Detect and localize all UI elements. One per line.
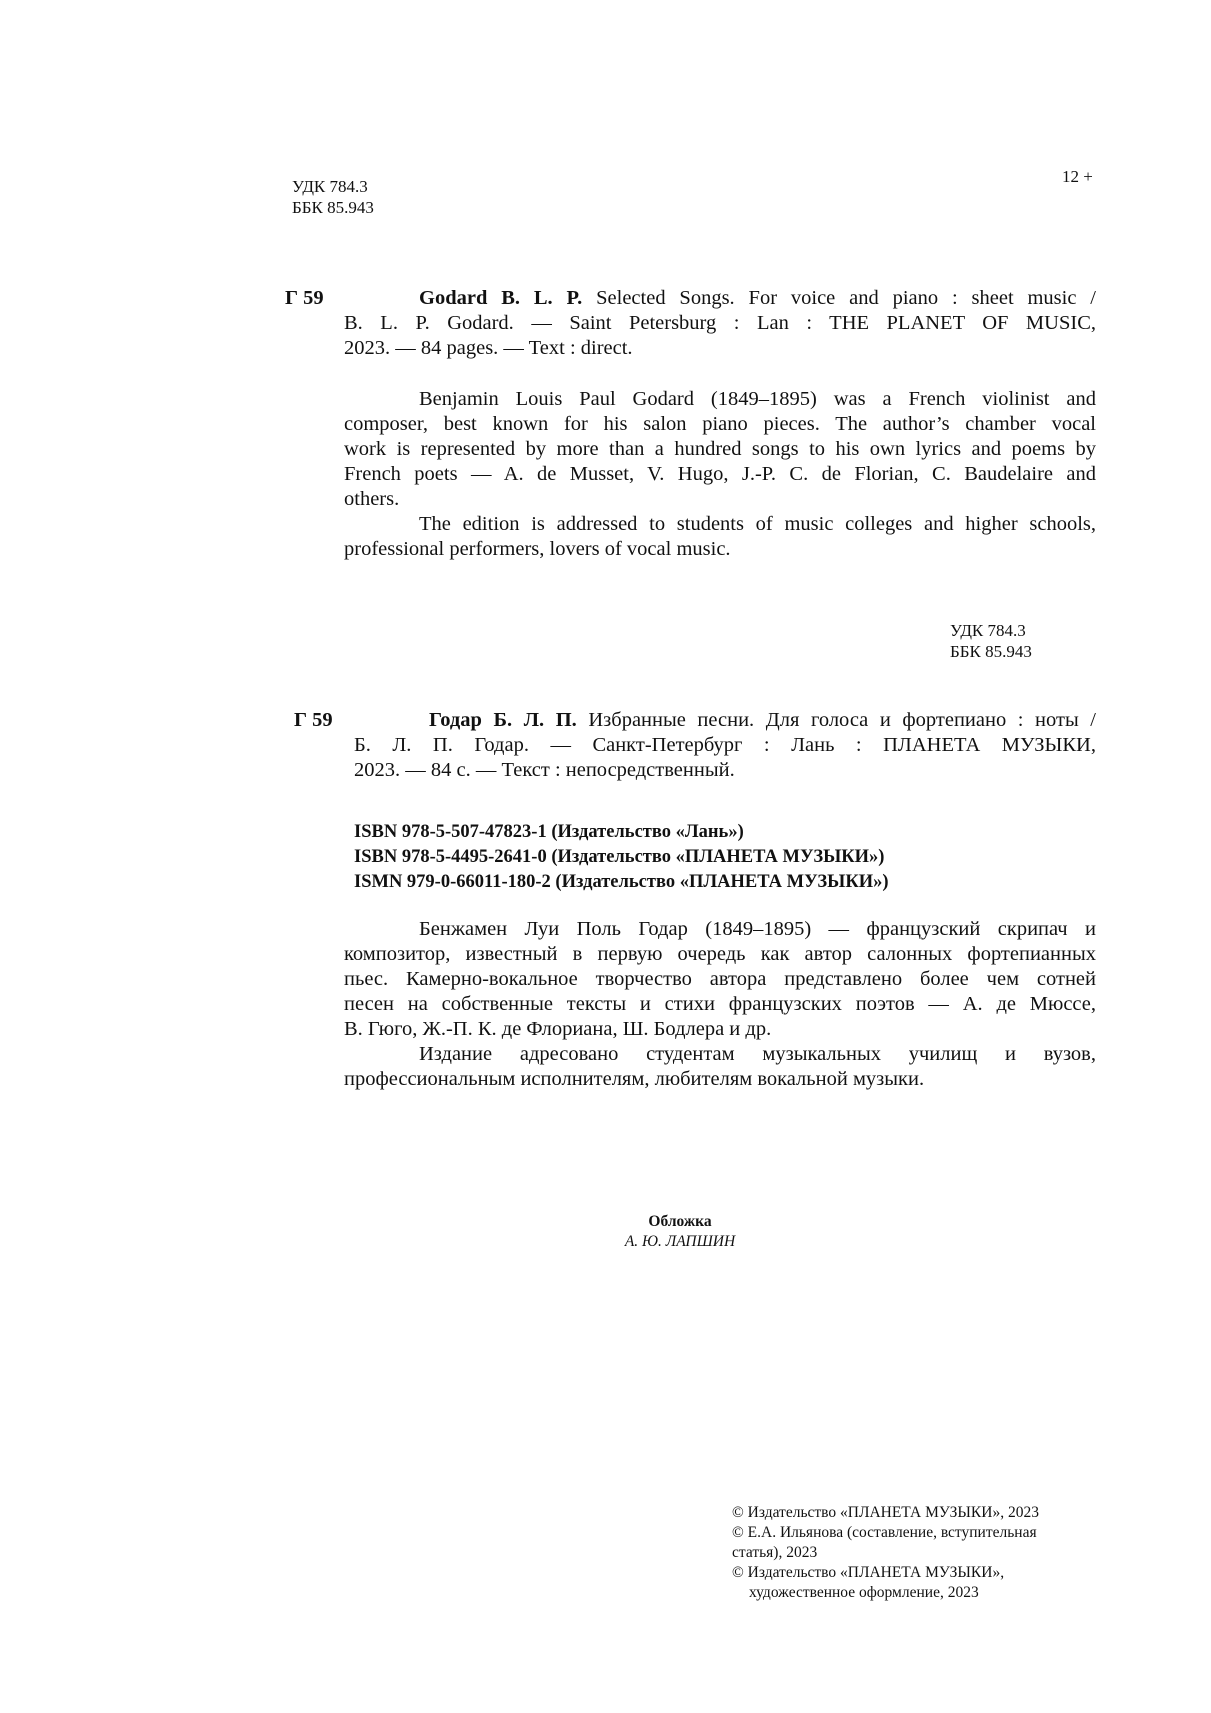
audience-line: профессиональным исполнителям, любителям вокальной музыки. [344, 1068, 925, 1090]
abstract-line: Benjamin Louis Paul Godard (1849–1895) was a French violinist and [419, 388, 1096, 410]
audience-line: professional performers, lovers of vocal music. [344, 538, 731, 560]
isbn-block [354, 820, 889, 895]
cover-credit [560, 1212, 800, 1252]
bib-line-3: 2023. — 84 с. — Текст : непосредственный. [354, 759, 735, 781]
copyright-line: © Издательство «ПЛАНЕТА МУЗЫКИ», 2023 [732, 1504, 1039, 1521]
bib-line-2: Б. Л. П. Годар. — Санкт-Петербург : Лань : ПЛАНЕТА МУЗЫКИ, [354, 734, 1096, 756]
bibliographic-entry-ru [354, 708, 1096, 783]
age-rating: 12 + [1062, 167, 1093, 186]
udk-code: УДК 784.3 [950, 621, 1026, 640]
isbn-line: ISBN 978-5-507-47823-1 (Издательство «Лань») [354, 822, 744, 842]
copyright-line: статья), 2023 [732, 1544, 818, 1561]
abstract-line: French poets — A. de Musset, V. Hugo, J.-P. C. de Florian, C. Baudelaire and [344, 463, 1096, 485]
abstract-line: Бенжамен Луи Поль Годар (1849–1895) — французский скрипач и [419, 918, 1096, 940]
copyright-line: художественное оформление, 2023 [749, 1584, 979, 1601]
abstract-line: В. Гюго, Ж.-П. К. де Флориана, Ш. Бодлера и др. [344, 1018, 772, 1040]
bib-line-1: Годар Б. Л. П. Избранные песни. Для голоса и фортепиано : ноты / [429, 709, 1096, 731]
abstract-line: composer, best known for his salon piano pieces. The author’s chamber vocal [344, 413, 1096, 435]
abstract-line: others. [344, 488, 400, 510]
copyright-line: © Издательство «ПЛАНЕТА МУЗЫКИ», [732, 1564, 1005, 1581]
classification-ru [950, 620, 1032, 662]
abstract-line: композитор, известный в первую очередь как автор салонных фортепианных [344, 943, 1096, 965]
author-name: Godard B. L. P. [419, 287, 583, 309]
bib-line-3: 2023. — 84 pages. — Text : direct. [344, 337, 633, 359]
bib-line-2: B. L. P. Godard. — Saint Petersburg : Lan : THE PLANET OF MUSIC, [344, 312, 1096, 334]
abstract-line: песен на собственные тексты и стихи французских поэтов — А. де Мюссе, [344, 993, 1096, 1015]
author-name: Годар Б. Л. П. [429, 709, 577, 731]
ismn-line: ISMN 979-0-66011-180-2 (Издательство «ПЛАНЕТА МУЗЫКИ») [354, 872, 889, 892]
bib-line-1: Godard B. L. P. Selected Songs. For voice and piano : sheet music / [419, 287, 1097, 309]
catalog-code-ru: Г 59 [294, 709, 333, 731]
abstract-ru [344, 917, 1096, 1092]
audience-line: The edition is addressed to students of music colleges and higher schools, [419, 513, 1096, 535]
bibliographic-entry-en [344, 286, 1096, 361]
udk-code: УДК 784.3 [292, 177, 368, 196]
cover-artist: А. Ю. ЛАПШИН [624, 1233, 736, 1250]
catalog-code-en: Г 59 [285, 287, 324, 309]
classification-top [292, 176, 374, 218]
copyright-line: © Е.А. Ильянова (составление, вступительная [732, 1524, 1037, 1541]
copyright-block [732, 1503, 1039, 1603]
isbn-line: ISBN 978-5-4495-2641-0 (Издательство «ПЛАНЕТА МУЗЫКИ») [354, 847, 885, 867]
abstract-line: work is represented by more than a hundred songs to his own lyrics and poems by [344, 438, 1096, 460]
audience-line: Издание адресовано студентам музыкальных училищ и вузов, [419, 1043, 1096, 1065]
abstract-en [344, 387, 1096, 562]
bbk-code: ББК 85.943 [950, 642, 1032, 661]
abstract-line: пьес. Камерно-вокальное творчество автора представлено более чем сотней [344, 968, 1096, 990]
cover-label: Обложка [648, 1213, 712, 1230]
bbk-code: ББК 85.943 [292, 198, 374, 217]
